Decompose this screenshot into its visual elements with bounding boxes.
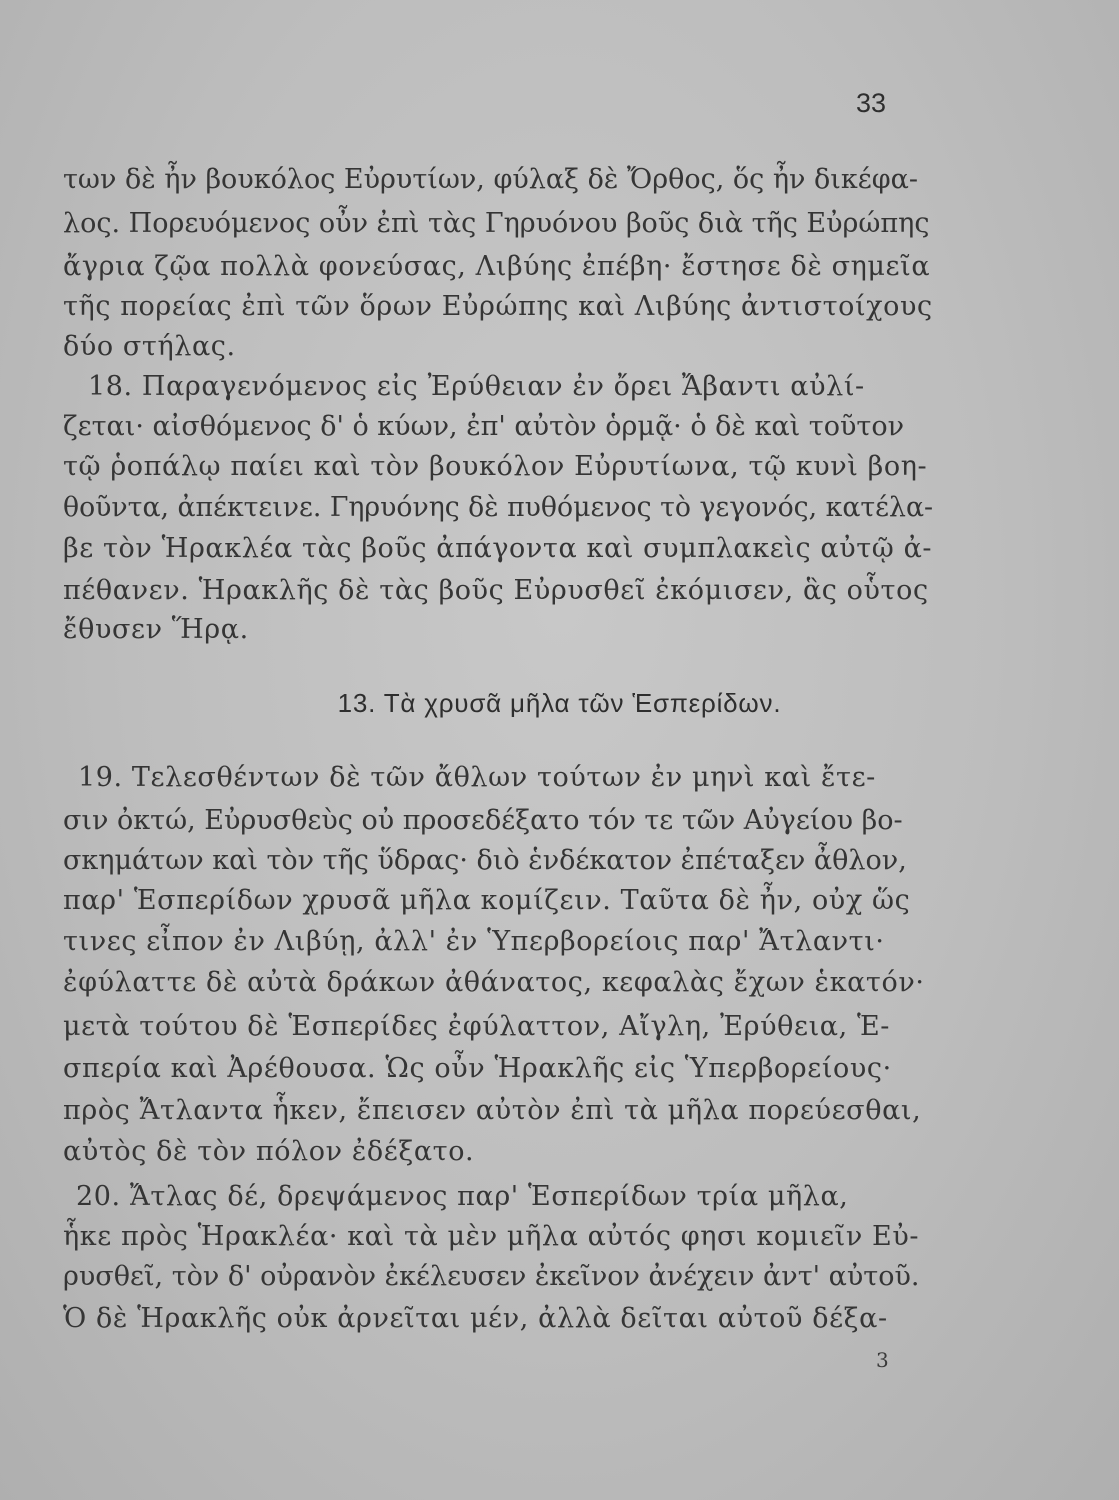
text-line: ἄγρια ζῷα πολλὰ φονεύσας, Λιβύης ἐπέβη· ἔστησε δὲ σημεῖα xyxy=(63,251,931,282)
text-line: σιν ὀκτώ, Εὐρυσθεὺς οὐ προσεδέξατο τόν τε τῶν Αὐγείου βο- xyxy=(63,805,903,836)
text-line: σπερία καὶ Ἀρέθουσα. Ὡς οὖν Ἡρακλῆς εἰς Ὑπερβορείους· xyxy=(63,1053,892,1084)
text-line: σκημάτων καὶ τὸν τῆς ὕδρας· διὸ ἑνδέκατον ἐπέταξεν ἆθλον, xyxy=(63,845,907,876)
text-line: τῷ ῥοπάλῳ παίει καὶ τὸν βουκόλον Εὐρυτίωνα, τῷ κυνὶ βοη- xyxy=(63,451,928,482)
text-line: παρ' Ἑσπερίδων χρυσᾶ μῆλα κομίζειν. Ταῦτα δὲ ἦν, οὐχ ὥς xyxy=(63,885,911,916)
text-line: Ὁ δὲ Ἡρακλῆς οὐκ ἀρνεῖται μέν, ἀλλὰ δεῖται αὐτοῦ δέξα- xyxy=(63,1303,888,1334)
text-line: ἧκε πρὸς Ἡρακλέα· καὶ τὰ μὲν μῆλα αὐτός φησι κομιεῖν Εὐ- xyxy=(63,1221,920,1252)
text-line: πρὸς Ἄτλαντα ἧκεν, ἔπεισεν αὐτὸν ἐπὶ τὰ μῆλα πορεύεσθαι, xyxy=(63,1095,922,1126)
text-line: μετὰ τούτου δὲ Ἑσπερίδες ἐφύλαττον, Αἴγλη, Ἐρύθεια, Ἑ- xyxy=(63,1011,891,1042)
text-line: 20. Ἄτλας δέ, δρεψάμενος παρ' Ἑσπερίδων τρία μῆλα, xyxy=(76,1181,849,1212)
section-heading: 13. Τὰ χρυσᾶ μῆλα τῶν Ἑσπερίδων. xyxy=(337,688,782,718)
text-line: τινες εἶπον ἐν Λιβύῃ, ἀλλ' ἐν Ὑπερβορείοις παρ' Ἄτλαντι· xyxy=(63,926,885,957)
text-line: θοῦντα, ἀπέκτεινε. Γηρυόνης δὲ πυθόμενος τὸ γεγονός, κατέλα- xyxy=(63,492,934,523)
text-line: δύο στήλας. xyxy=(63,331,236,362)
text-line: 19. Τελεσθέντων δὲ τῶν ἄθλων τούτων ἐν μηνὶ καὶ ἔτε- xyxy=(78,762,876,793)
text-line: ἔθυσεν Ἥρᾳ. xyxy=(63,614,249,645)
text-line: αὐτὸς δὲ τὸν πόλον ἐδέξατο. xyxy=(63,1136,475,1167)
text-line: τῆς πορείας ἐπὶ τῶν ὅρων Εὐρώπης καὶ Λιβύης ἀντιστοίχους xyxy=(63,291,933,322)
text-line: ρυσθεῖ, τὸν δ' οὐρανὸν ἐκέλευσεν ἐκεῖνον ἀνέχειν ἀντ' αὐτοῦ. xyxy=(63,1261,920,1292)
text-line: ἐφύλαττε δὲ αὐτὰ δράκων ἀθάνατος, κεφαλὰς ἔχων ἑκατόν· xyxy=(63,967,925,998)
page-number: 33 xyxy=(856,88,887,118)
text-line: πέθανεν. Ἡρακλῆς δὲ τὰς βοῦς Εὐρυσθεῖ ἐκόμισεν, ἃς οὗτος xyxy=(63,575,929,606)
text-line: βε τὸν Ἡρακλέα τὰς βοῦς ἀπάγοντα καὶ συμπλακεὶς αὐτῷ ἀ- xyxy=(63,533,933,564)
text-line: λος. Πορευόμενος οὖν ἐπὶ τὰς Γηρυόνου βοῦς διὰ τῆς Εὐρώπης xyxy=(63,208,930,239)
text-line: ζεται· αἰσθόμενος δ' ὁ κύων, ἐπ' αὐτὸν ὁρμᾷ· ὁ δὲ καὶ τοῦτον xyxy=(63,411,904,442)
text-line: 18. Παραγενόμενος εἰς Ἐρύθειαν ἐν ὄρει Ἄβαντι αὐλί- xyxy=(88,371,865,402)
text-line: των δὲ ἦν βουκόλος Εὐρυτίων, φύλαξ δὲ Ὄρθος, ὅς ἦν δικέφα- xyxy=(63,164,918,195)
signature-mark: 3 xyxy=(876,1348,889,1372)
